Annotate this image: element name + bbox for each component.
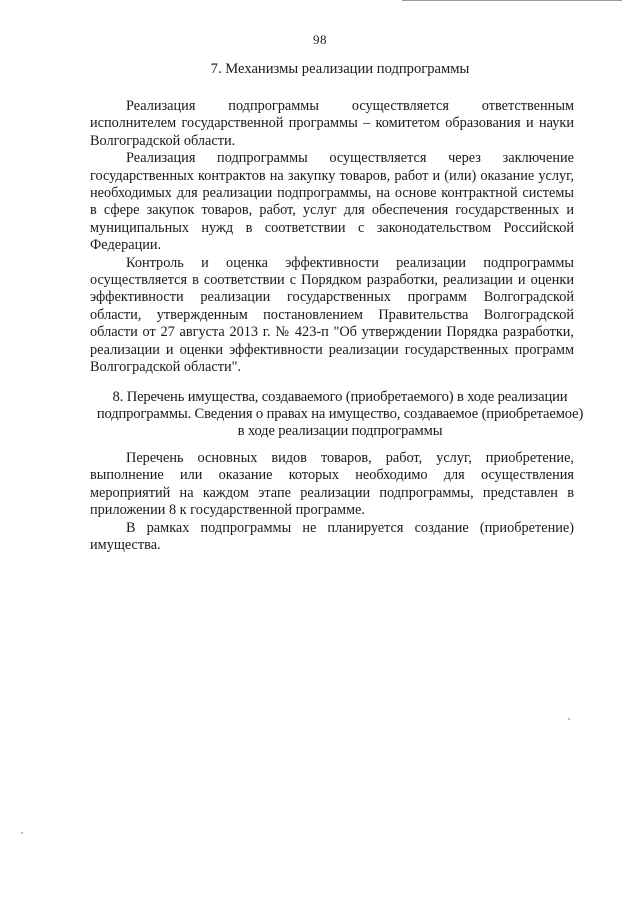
- paragraph: Перечень основных видов товаров, работ, услуг, приобретение, выполнение или оказание которых необходимо для осуществления мероприятий на каждом этапе реализации подпрограммы, представлен в приложении 8 к государственной программе.: [90, 450, 574, 519]
- section-8-heading-line: в ходе реализации подпрограммы: [237, 423, 443, 439]
- scan-speck: [21, 832, 23, 834]
- paragraph: В рамках подпрограммы не планируется создание (приобретение) имущества.: [90, 519, 574, 554]
- paragraph: Реализация подпрограммы осуществляется через заключение государственных контрактов на закупку товаров, работ и (или) оказание услуг, необходимых для реализации подпрограммы, на основе контрактной системы в сфере закупок товаров, работ, услуг для обеспечения государственных и муниципальных нужд в соответствии с законодательством Российской Федерации.: [90, 150, 574, 254]
- section-8-body: [90, 450, 574, 554]
- scan-speck: [568, 718, 570, 720]
- scan-edge-line: [402, 0, 622, 1]
- section-8-heading: [60, 389, 620, 440]
- section-8-heading-line: 8. Перечень имущества, создаваемого (приобретаемого) в ходе реализации: [112, 389, 568, 405]
- paragraph: Контроль и оценка эффективности реализации подпрограммы осуществляется в соответствии с Порядком разработки, реализации и оценки эффективности реализации государственных программ Волгоградской области, утвержденным постановлением Правительства Волгоградской области от 27 августа 2013 г. № 423-п "Об утверждении Порядка разработки, реализации и оценки эффективности реализации государственных программ Волгоградской области".: [90, 254, 574, 376]
- paragraph: Реализация подпрограммы осуществляется ответственным исполнителем государственной программы – комитетом образования и науки Волгоградской области.: [90, 98, 574, 149]
- section-7-heading: 7. Механизмы реализации подпрограммы: [210, 61, 470, 77]
- section-8-heading-line: подпрограммы. Сведения о правах на имущество, создаваемое (приобретаемое): [96, 406, 584, 422]
- page-number: 98: [313, 32, 327, 47]
- section-7-body: [90, 98, 574, 377]
